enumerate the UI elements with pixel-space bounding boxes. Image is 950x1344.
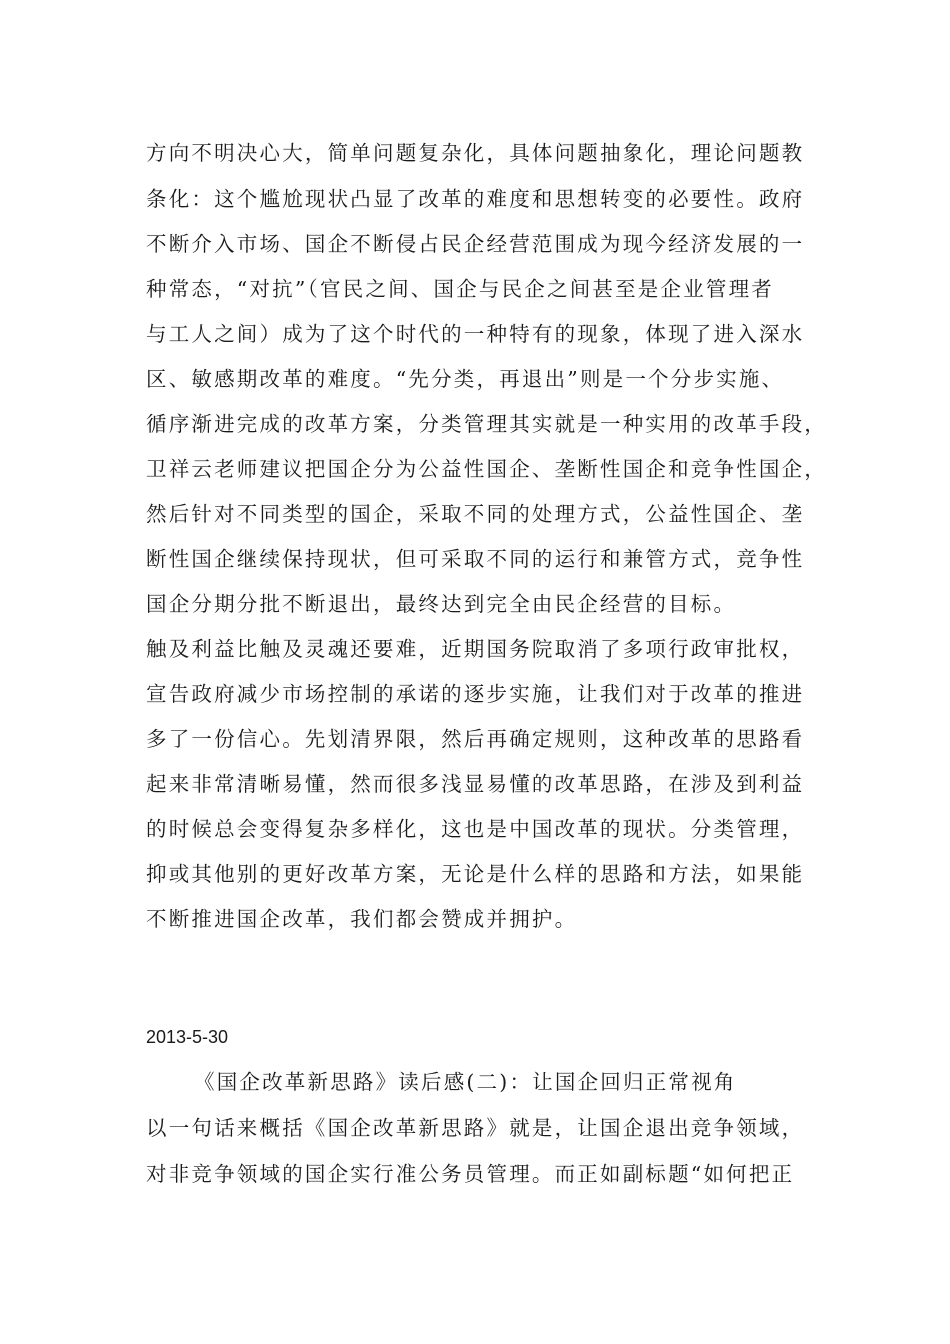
paragraph-1-line-11: 国企分期分批不断退出，最终达到完全由民企经营的目标。 — [146, 592, 737, 616]
paragraph-2-line-5: 的时候总会变得复杂多样化，这也是中国改革的现状。分类管理， — [146, 817, 805, 841]
paragraph-1-line-2: 条化：这个尴尬现状凸显了改革的难度和思想转变的必要性。政府 — [146, 187, 805, 211]
section-title: 《国企改革新思路》读后感(二)：让国企回归正常视角 — [194, 1070, 737, 1094]
paragraph-1-line-5: 与工人之间）成为了这个时代的一种特有的现象，体现了进入深水 — [146, 322, 805, 346]
paragraph-1-line-7: 循序渐进完成的改革方案，分类管理其实就是一种实用的改革手段， — [146, 412, 827, 436]
paragraph-1-line-8: 卫祥云老师建议把国企分为公益性国企、垄断性国企和竞争性国企， — [146, 457, 827, 481]
paragraph-1-line-10: 断性国企继续保持现状，但可采取不同的运行和兼管方式，竞争性 — [146, 547, 805, 571]
paragraph-2-line-2: 宣告政府减少市场控制的承诺的逐步实施，让我们对于改革的推进 — [146, 682, 805, 706]
paragraph-1-line-9: 然后针对不同类型的国企，采取不同的处理方式，公益性国企、垄 — [146, 502, 805, 526]
paragraph-2-line-7: 不断推进国企改革，我们都会赞成并拥护。 — [146, 907, 578, 931]
paragraph-3-line-2: 对非竞争领域的国企实行准公务员管理。而正如副标题“如何把正 — [146, 1162, 795, 1186]
paragraph-1-line-1: 方向不明决心大，简单问题复杂化，具体问题抽象化，理论问题教 — [146, 141, 805, 165]
paragraph-2-line-1: 触及利益比触及灵魂还要难，近期国务院取消了多项行政审批权， — [146, 637, 805, 661]
paragraph-1-line-6: 区、敏感期改革的难度。“先分类，再退出”则是一个分步实施、 — [146, 367, 785, 391]
paragraph-2-line-4: 起来非常清晰易懂，然而很多浅显易懂的改革思路，在涉及到利益 — [146, 772, 805, 796]
paragraph-3-line-1: 以一句话来概括《国企改革新思路》就是，让国企退出竞争领域， — [146, 1116, 805, 1140]
paragraph-1-line-4: 种常态，“对抗”（官民之间、国企与民企之间甚至是企业管理者 — [146, 277, 775, 301]
paragraph-1-line-3: 不断介入市场、国企不断侵占民企经营范围成为现今经济发展的一 — [146, 232, 805, 256]
paragraph-2-line-6: 抑或其他别的更好改革方案，无论是什么样的思路和方法，如果能 — [146, 862, 805, 886]
date-line: 2013-5-30 — [146, 1027, 229, 1047]
paragraph-2-line-3: 多了一份信心。先划清界限，然后再确定规则，这种改革的思路看 — [146, 727, 805, 751]
